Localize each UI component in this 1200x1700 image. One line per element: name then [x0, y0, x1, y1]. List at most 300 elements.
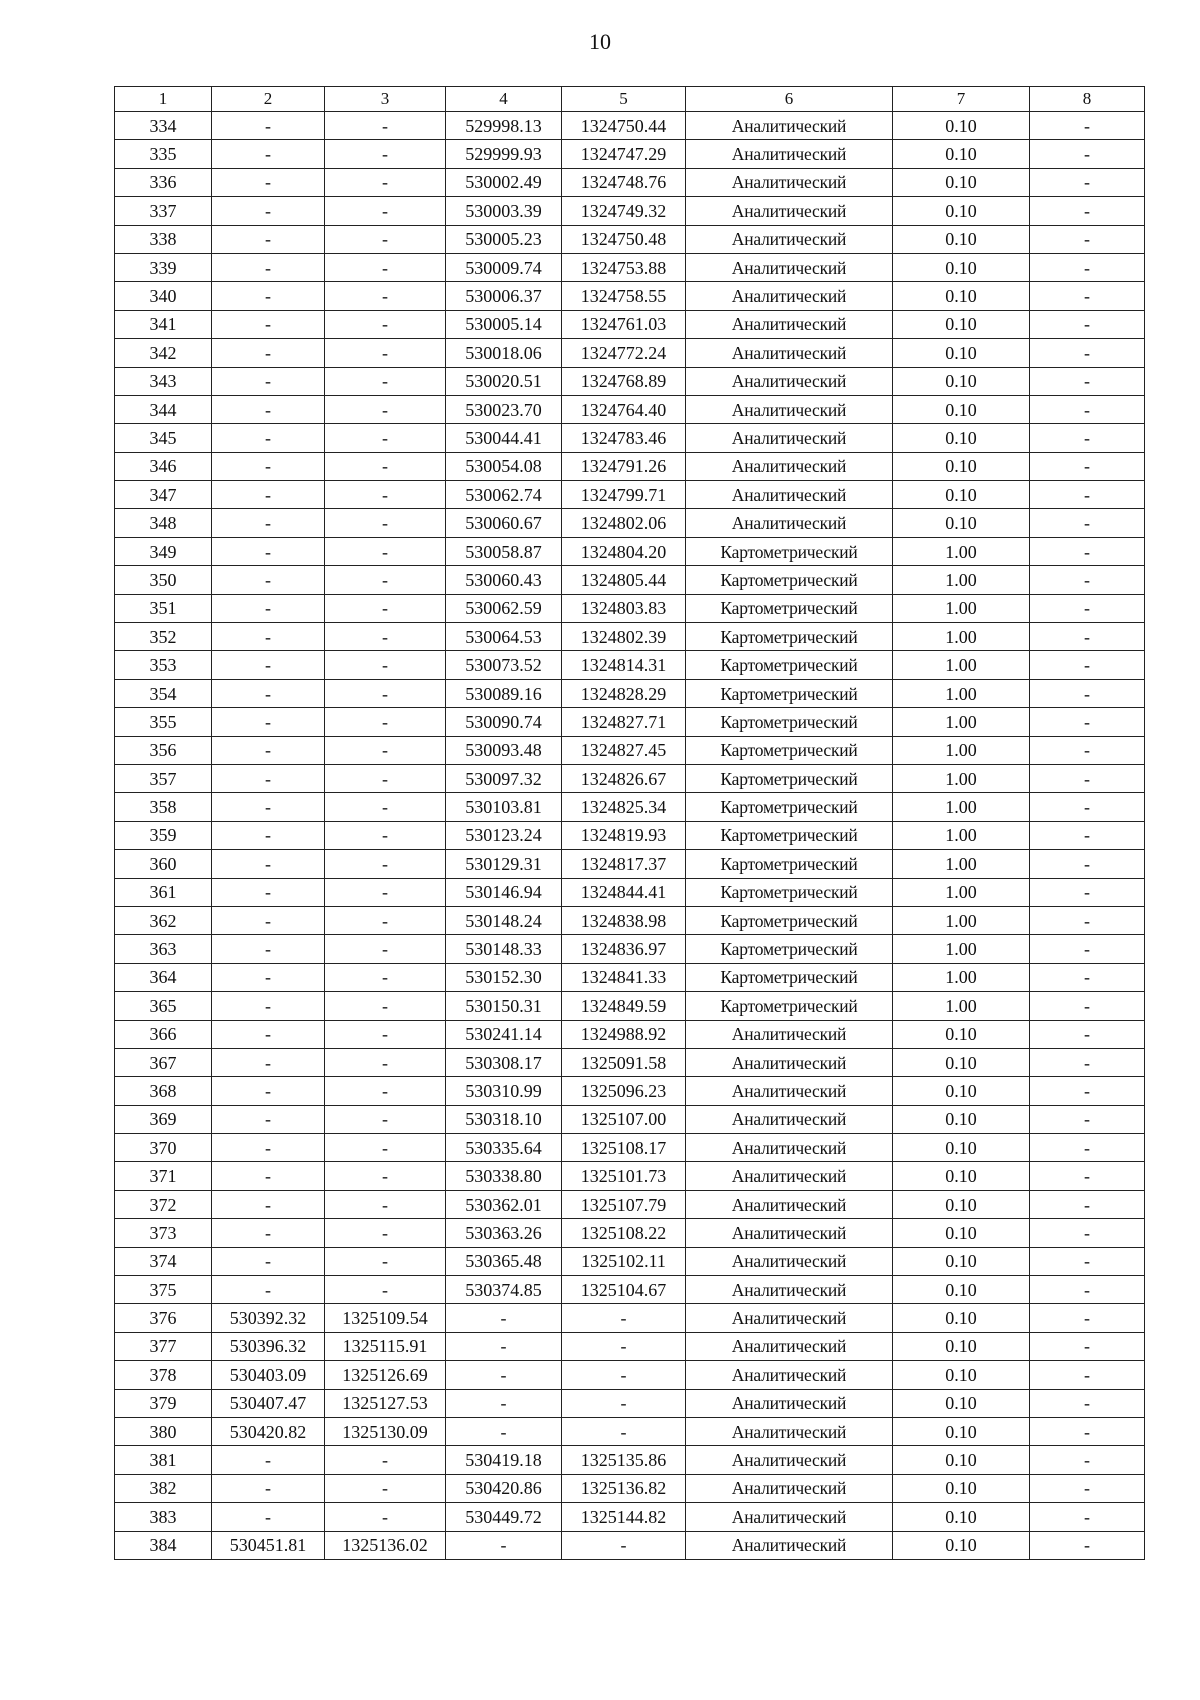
point-number-cell: 339: [115, 253, 212, 281]
y-old-cell: -: [325, 1134, 446, 1162]
method-cell: Аналитический: [686, 1020, 893, 1048]
point-number-cell: 377: [115, 1332, 212, 1360]
method-cell: Картометрический: [686, 850, 893, 878]
x-new-cell: 530241.14: [446, 1020, 562, 1048]
point-number-cell: 349: [115, 537, 212, 565]
x-new-cell: -: [446, 1361, 562, 1389]
description-cell: -: [1030, 1417, 1145, 1445]
method-cell: Аналитический: [686, 339, 893, 367]
y-new-cell: 1324764.40: [562, 395, 686, 423]
column-header-5: 5: [562, 87, 686, 112]
description-cell: -: [1030, 1190, 1145, 1218]
point-number-cell: 363: [115, 935, 212, 963]
y-old-cell: -: [325, 963, 446, 991]
x-old-cell: -: [212, 282, 325, 310]
accuracy-cell: 0.10: [893, 1105, 1030, 1133]
point-number-cell: 376: [115, 1304, 212, 1332]
column-header-8: 8: [1030, 87, 1145, 112]
y-old-cell: -: [325, 1048, 446, 1076]
method-cell: Аналитический: [686, 1134, 893, 1162]
method-cell: Аналитический: [686, 1219, 893, 1247]
point-number-cell: 380: [115, 1417, 212, 1445]
point-number-cell: 338: [115, 225, 212, 253]
table-row: [115, 566, 1145, 594]
accuracy-cell: 0.10: [893, 1048, 1030, 1076]
y-new-cell: 1324838.98: [562, 906, 686, 934]
y-new-cell: 1324804.20: [562, 537, 686, 565]
accuracy-cell: 1.00: [893, 537, 1030, 565]
y-old-cell: -: [325, 623, 446, 651]
x-new-cell: -: [446, 1389, 562, 1417]
table-row: [115, 339, 1145, 367]
accuracy-cell: 0.10: [893, 112, 1030, 140]
accuracy-cell: 0.10: [893, 282, 1030, 310]
method-cell: Аналитический: [686, 1190, 893, 1218]
method-cell: Аналитический: [686, 367, 893, 395]
description-cell: -: [1030, 225, 1145, 253]
accuracy-cell: 1.00: [893, 906, 1030, 934]
y-new-cell: 1324841.33: [562, 963, 686, 991]
y-old-cell: -: [325, 282, 446, 310]
x-new-cell: 530002.49: [446, 168, 562, 196]
point-number-cell: 340: [115, 282, 212, 310]
table-row: [115, 1531, 1145, 1559]
description-cell: -: [1030, 140, 1145, 168]
point-number-cell: 353: [115, 651, 212, 679]
y-old-cell: -: [325, 452, 446, 480]
x-new-cell: -: [446, 1332, 562, 1360]
accuracy-cell: 0.10: [893, 481, 1030, 509]
x-new-cell: 530148.33: [446, 935, 562, 963]
description-cell: -: [1030, 197, 1145, 225]
x-new-cell: 530073.52: [446, 651, 562, 679]
accuracy-cell: 0.10: [893, 1531, 1030, 1559]
y-new-cell: 1324803.83: [562, 594, 686, 622]
table-row: [115, 821, 1145, 849]
x-new-cell: 530062.74: [446, 481, 562, 509]
y-new-cell: 1325107.00: [562, 1105, 686, 1133]
x-old-cell: -: [212, 1219, 325, 1247]
table-row: [115, 452, 1145, 480]
description-cell: -: [1030, 906, 1145, 934]
description-cell: -: [1030, 1531, 1145, 1559]
x-old-cell: -: [212, 1276, 325, 1304]
point-number-cell: 375: [115, 1276, 212, 1304]
table-row: [115, 906, 1145, 934]
table-row: [115, 282, 1145, 310]
table-row: [115, 424, 1145, 452]
accuracy-cell: 0.10: [893, 310, 1030, 338]
table-row: [115, 367, 1145, 395]
point-number-cell: 378: [115, 1361, 212, 1389]
x-old-cell: -: [212, 509, 325, 537]
y-old-cell: -: [325, 651, 446, 679]
x-old-cell: -: [212, 112, 325, 140]
x-new-cell: 530005.23: [446, 225, 562, 253]
description-cell: -: [1030, 1474, 1145, 1502]
x-new-cell: 530129.31: [446, 850, 562, 878]
x-old-cell: -: [212, 793, 325, 821]
method-cell: Аналитический: [686, 1446, 893, 1474]
x-old-cell: -: [212, 1077, 325, 1105]
method-cell: Аналитический: [686, 168, 893, 196]
accuracy-cell: 1.00: [893, 963, 1030, 991]
x-old-cell: 530403.09: [212, 1361, 325, 1389]
table-row: [115, 112, 1145, 140]
accuracy-cell: 0.10: [893, 1134, 1030, 1162]
table-row: [115, 793, 1145, 821]
description-cell: -: [1030, 282, 1145, 310]
point-number-cell: 360: [115, 850, 212, 878]
y-new-cell: -: [562, 1332, 686, 1360]
method-cell: Аналитический: [686, 310, 893, 338]
description-cell: -: [1030, 509, 1145, 537]
y-old-cell: -: [325, 679, 446, 707]
x-old-cell: 530451.81: [212, 1531, 325, 1559]
method-cell: Аналитический: [686, 1332, 893, 1360]
table-row: [115, 140, 1145, 168]
x-old-cell: -: [212, 140, 325, 168]
point-number-cell: 359: [115, 821, 212, 849]
point-number-cell: 341: [115, 310, 212, 338]
method-cell: Аналитический: [686, 481, 893, 509]
y-new-cell: 1325102.11: [562, 1247, 686, 1275]
method-cell: Картометрический: [686, 821, 893, 849]
y-new-cell: 1324844.41: [562, 878, 686, 906]
x-new-cell: 530308.17: [446, 1048, 562, 1076]
y-old-cell: -: [325, 509, 446, 537]
y-old-cell: -: [325, 1219, 446, 1247]
point-number-cell: 374: [115, 1247, 212, 1275]
method-cell: Аналитический: [686, 1162, 893, 1190]
point-number-cell: 370: [115, 1134, 212, 1162]
table-row: [115, 764, 1145, 792]
x-new-cell: 530148.24: [446, 906, 562, 934]
y-new-cell: 1324988.92: [562, 1020, 686, 1048]
x-old-cell: -: [212, 367, 325, 395]
x-new-cell: 530097.32: [446, 764, 562, 792]
method-cell: Аналитический: [686, 253, 893, 281]
y-old-cell: -: [325, 1020, 446, 1048]
y-old-cell: -: [325, 1276, 446, 1304]
accuracy-cell: 0.10: [893, 1304, 1030, 1332]
x-new-cell: 530449.72: [446, 1503, 562, 1531]
description-cell: -: [1030, 1247, 1145, 1275]
x-new-cell: 530009.74: [446, 253, 562, 281]
x-old-cell: 530420.82: [212, 1417, 325, 1445]
y-new-cell: 1324783.46: [562, 424, 686, 452]
x-old-cell: -: [212, 821, 325, 849]
method-cell: Картометрический: [686, 566, 893, 594]
page-number: 10: [589, 29, 611, 54]
x-new-cell: -: [446, 1417, 562, 1445]
y-old-cell: -: [325, 140, 446, 168]
accuracy-cell: 0.10: [893, 1077, 1030, 1105]
y-new-cell: 1324817.37: [562, 850, 686, 878]
table-header: [115, 87, 1145, 112]
table-row: [115, 623, 1145, 651]
method-cell: Картометрический: [686, 623, 893, 651]
accuracy-cell: 0.10: [893, 168, 1030, 196]
accuracy-cell: 0.10: [893, 509, 1030, 537]
x-new-cell: 530006.37: [446, 282, 562, 310]
point-number-cell: 368: [115, 1077, 212, 1105]
accuracy-cell: 1.00: [893, 566, 1030, 594]
point-number-cell: 367: [115, 1048, 212, 1076]
description-cell: -: [1030, 537, 1145, 565]
method-cell: Аналитический: [686, 140, 893, 168]
method-cell: Аналитический: [686, 282, 893, 310]
accuracy-cell: 0.10: [893, 1474, 1030, 1502]
table-row: [115, 992, 1145, 1020]
x-new-cell: 530020.51: [446, 367, 562, 395]
accuracy-cell: 0.10: [893, 1219, 1030, 1247]
method-cell: Аналитический: [686, 1276, 893, 1304]
y-old-cell: -: [325, 339, 446, 367]
y-new-cell: -: [562, 1531, 686, 1559]
x-old-cell: -: [212, 992, 325, 1020]
method-cell: Аналитический: [686, 395, 893, 423]
y-old-cell: -: [325, 253, 446, 281]
x-old-cell: -: [212, 1446, 325, 1474]
point-number-cell: 334: [115, 112, 212, 140]
description-cell: -: [1030, 395, 1145, 423]
x-old-cell: -: [212, 481, 325, 509]
point-number-cell: 371: [115, 1162, 212, 1190]
y-old-cell: 1325109.54: [325, 1304, 446, 1332]
y-old-cell: -: [325, 935, 446, 963]
accuracy-cell: 0.10: [893, 1446, 1030, 1474]
method-cell: Картометрический: [686, 878, 893, 906]
x-new-cell: 530146.94: [446, 878, 562, 906]
y-old-cell: -: [325, 424, 446, 452]
y-old-cell: -: [325, 310, 446, 338]
table-row: [115, 1417, 1145, 1445]
table-row: [115, 1304, 1145, 1332]
x-new-cell: 530150.31: [446, 992, 562, 1020]
table-row: [115, 679, 1145, 707]
method-cell: Аналитический: [686, 1417, 893, 1445]
y-new-cell: 1324750.44: [562, 112, 686, 140]
point-number-cell: 365: [115, 992, 212, 1020]
table-row: [115, 481, 1145, 509]
description-cell: -: [1030, 1105, 1145, 1133]
point-number-cell: 343: [115, 367, 212, 395]
accuracy-cell: 1.00: [893, 793, 1030, 821]
accuracy-cell: 1.00: [893, 736, 1030, 764]
y-old-cell: -: [325, 197, 446, 225]
table-row: [115, 225, 1145, 253]
point-number-cell: 372: [115, 1190, 212, 1218]
y-new-cell: 1324758.55: [562, 282, 686, 310]
accuracy-cell: 1.00: [893, 594, 1030, 622]
point-number-cell: 347: [115, 481, 212, 509]
method-cell: Картометрический: [686, 708, 893, 736]
accuracy-cell: 0.10: [893, 1332, 1030, 1360]
accuracy-cell: 0.10: [893, 1020, 1030, 1048]
description-cell: -: [1030, 168, 1145, 196]
accuracy-cell: 0.10: [893, 1276, 1030, 1304]
table-row: [115, 1474, 1145, 1502]
x-old-cell: -: [212, 736, 325, 764]
y-old-cell: -: [325, 481, 446, 509]
y-new-cell: 1324748.76: [562, 168, 686, 196]
x-old-cell: -: [212, 1190, 325, 1218]
y-old-cell: -: [325, 793, 446, 821]
table-row: [115, 736, 1145, 764]
table-row: [115, 651, 1145, 679]
y-old-cell: -: [325, 764, 446, 792]
point-number-cell: 366: [115, 1020, 212, 1048]
point-number-cell: 384: [115, 1531, 212, 1559]
point-number-cell: 357: [115, 764, 212, 792]
y-new-cell: 1324747.29: [562, 140, 686, 168]
accuracy-cell: 0.10: [893, 1162, 1030, 1190]
description-cell: -: [1030, 1332, 1145, 1360]
point-number-cell: 362: [115, 906, 212, 934]
x-new-cell: 530023.70: [446, 395, 562, 423]
method-cell: Аналитический: [686, 1105, 893, 1133]
x-new-cell: 530374.85: [446, 1276, 562, 1304]
method-cell: Аналитический: [686, 225, 893, 253]
accuracy-cell: 0.10: [893, 253, 1030, 281]
accuracy-cell: 1.00: [893, 992, 1030, 1020]
y-new-cell: 1324828.29: [562, 679, 686, 707]
x-old-cell: -: [212, 424, 325, 452]
table-row: [115, 1276, 1145, 1304]
description-cell: -: [1030, 793, 1145, 821]
column-header-6: 6: [686, 87, 893, 112]
y-new-cell: 1325096.23: [562, 1077, 686, 1105]
description-cell: -: [1030, 1389, 1145, 1417]
y-new-cell: 1324750.48: [562, 225, 686, 253]
point-number-cell: 342: [115, 339, 212, 367]
table-row: [115, 1134, 1145, 1162]
table-row: [115, 1020, 1145, 1048]
x-new-cell: 530003.39: [446, 197, 562, 225]
point-number-cell: 364: [115, 963, 212, 991]
x-old-cell: -: [212, 708, 325, 736]
y-old-cell: -: [325, 1474, 446, 1502]
table-row: [115, 935, 1145, 963]
table-row: [115, 1219, 1145, 1247]
y-new-cell: 1324814.31: [562, 651, 686, 679]
y-old-cell: -: [325, 168, 446, 196]
y-old-cell: -: [325, 1503, 446, 1531]
method-cell: Картометрический: [686, 906, 893, 934]
description-cell: -: [1030, 1361, 1145, 1389]
description-cell: -: [1030, 339, 1145, 367]
table-row: [115, 253, 1145, 281]
table-row: [115, 1446, 1145, 1474]
method-cell: Аналитический: [686, 1048, 893, 1076]
method-cell: Аналитический: [686, 1503, 893, 1531]
point-number-cell: 348: [115, 509, 212, 537]
table-row: [115, 1332, 1145, 1360]
x-new-cell: 529998.13: [446, 112, 562, 140]
y-old-cell: -: [325, 1077, 446, 1105]
table-row: [115, 878, 1145, 906]
x-old-cell: -: [212, 310, 325, 338]
method-cell: Аналитический: [686, 424, 893, 452]
x-new-cell: 530152.30: [446, 963, 562, 991]
description-cell: -: [1030, 310, 1145, 338]
description-cell: -: [1030, 1503, 1145, 1531]
point-number-cell: 351: [115, 594, 212, 622]
x-old-cell: 530392.32: [212, 1304, 325, 1332]
y-old-cell: 1325130.09: [325, 1417, 446, 1445]
description-cell: -: [1030, 566, 1145, 594]
method-cell: Картометрический: [686, 793, 893, 821]
table-row: [115, 395, 1145, 423]
method-cell: Аналитический: [686, 1531, 893, 1559]
accuracy-cell: 1.00: [893, 764, 1030, 792]
x-new-cell: 530363.26: [446, 1219, 562, 1247]
y-old-cell: -: [325, 566, 446, 594]
y-old-cell: -: [325, 1162, 446, 1190]
y-new-cell: 1324802.39: [562, 623, 686, 651]
x-new-cell: 530310.99: [446, 1077, 562, 1105]
x-new-cell: 530103.81: [446, 793, 562, 821]
y-new-cell: 1324768.89: [562, 367, 686, 395]
header-row: [115, 87, 1145, 112]
accuracy-cell: 1.00: [893, 679, 1030, 707]
x-old-cell: -: [212, 651, 325, 679]
y-new-cell: 1325136.82: [562, 1474, 686, 1502]
point-number-cell: 350: [115, 566, 212, 594]
x-old-cell: -: [212, 197, 325, 225]
y-new-cell: 1324749.32: [562, 197, 686, 225]
y-new-cell: 1325104.67: [562, 1276, 686, 1304]
point-number-cell: 344: [115, 395, 212, 423]
description-cell: -: [1030, 1219, 1145, 1247]
x-old-cell: -: [212, 168, 325, 196]
description-cell: -: [1030, 1020, 1145, 1048]
method-cell: Картометрический: [686, 935, 893, 963]
y-old-cell: -: [325, 225, 446, 253]
x-new-cell: -: [446, 1531, 562, 1559]
y-new-cell: 1325091.58: [562, 1048, 686, 1076]
x-old-cell: -: [212, 1105, 325, 1133]
accuracy-cell: 0.10: [893, 395, 1030, 423]
point-number-cell: 352: [115, 623, 212, 651]
y-old-cell: -: [325, 992, 446, 1020]
y-old-cell: -: [325, 594, 446, 622]
table-row: [115, 850, 1145, 878]
y-new-cell: -: [562, 1389, 686, 1417]
column-header-2: 2: [212, 87, 325, 112]
description-cell: -: [1030, 821, 1145, 849]
method-cell: Аналитический: [686, 197, 893, 225]
x-new-cell: 530005.14: [446, 310, 562, 338]
table-body: [115, 112, 1145, 1560]
x-old-cell: -: [212, 1474, 325, 1502]
x-new-cell: 530060.67: [446, 509, 562, 537]
method-cell: Аналитический: [686, 452, 893, 480]
y-old-cell: 1325127.53: [325, 1389, 446, 1417]
description-cell: -: [1030, 112, 1145, 140]
column-header-1: 1: [115, 87, 212, 112]
x-new-cell: 530044.41: [446, 424, 562, 452]
x-old-cell: -: [212, 850, 325, 878]
point-number-cell: 383: [115, 1503, 212, 1531]
accuracy-cell: 0.10: [893, 1190, 1030, 1218]
x-old-cell: -: [212, 878, 325, 906]
description-cell: -: [1030, 623, 1145, 651]
table-row: [115, 509, 1145, 537]
x-old-cell: -: [212, 679, 325, 707]
y-old-cell: -: [325, 112, 446, 140]
